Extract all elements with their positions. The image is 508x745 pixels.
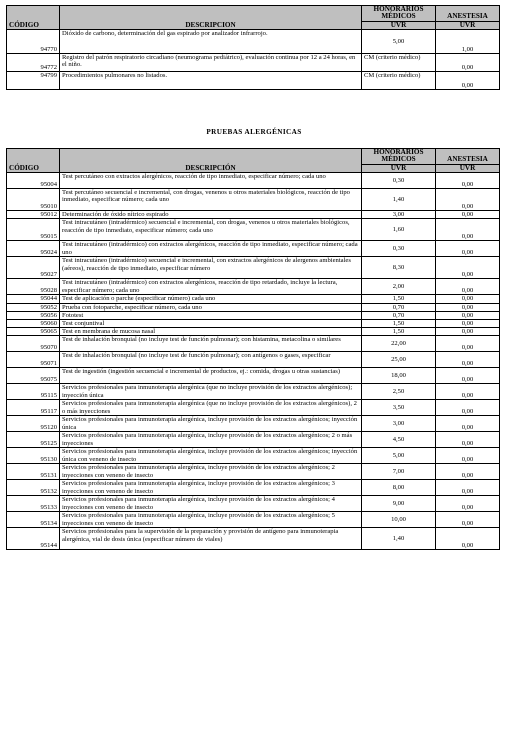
description-cell: Test intracutáneo (intradérmico) con extractos alergénicos, reacción de tipo inmediato, especificar número; cada uno bbox=[60, 241, 362, 257]
table-row bbox=[7, 219, 500, 241]
table-body bbox=[7, 173, 500, 550]
honorarios-cell: 9,00 bbox=[362, 496, 436, 512]
code-cell: 95060 bbox=[7, 320, 60, 328]
code-cell: 94772 bbox=[7, 54, 60, 72]
table-row bbox=[7, 279, 500, 295]
anestesia-cell: 0,00 bbox=[436, 528, 500, 550]
description-cell: Test de inhalación bronquial (no incluye test de función pulmonar); con antígenos o gases, especificar bbox=[60, 352, 362, 368]
header-uvr: UVR bbox=[436, 21, 500, 29]
description-cell: Test conjuntival bbox=[60, 320, 362, 328]
honorarios-cell: 3,00 bbox=[362, 211, 436, 219]
table-row bbox=[7, 295, 500, 303]
table-row bbox=[7, 384, 500, 400]
table-row bbox=[7, 173, 500, 189]
anestesia-cell: 0,00 bbox=[436, 368, 500, 384]
table-row bbox=[7, 54, 500, 72]
honorarios-cell: 18,00 bbox=[362, 368, 436, 384]
description-cell: Servicios profesionales para inmunoterapia alergénica, incluye provisión de los extractos alergénicos; 2 inyecciones con veneno de insecto bbox=[60, 464, 362, 480]
description-cell: Servicios profesionales para inmunoterapia alergénica, incluye provisión de los extractos alergénicos; 4 inyecciones con veneno de insecto bbox=[60, 496, 362, 512]
anestesia-cell: 0,00 bbox=[436, 54, 500, 72]
description-cell: Procedimientos pulmonares no listados. bbox=[60, 72, 362, 90]
description-cell: Servicios profesionales para inmunoterapia alergénica, incluye provisión de los extractos alergénicos; inyección única con veneno de insecto bbox=[60, 448, 362, 464]
code-cell: 95120 bbox=[7, 416, 60, 432]
table-allergy-tests bbox=[6, 148, 500, 550]
anestesia-cell: 0,00 bbox=[436, 219, 500, 241]
description-cell: Fototest bbox=[60, 311, 362, 319]
anestesia-cell: 0,00 bbox=[436, 496, 500, 512]
honorarios-cell: 1,40 bbox=[362, 528, 436, 550]
code-cell: 95131 bbox=[7, 464, 60, 480]
code-cell: 95056 bbox=[7, 311, 60, 319]
table-row bbox=[7, 512, 500, 528]
anestesia-cell: 0,00 bbox=[436, 320, 500, 328]
honorarios-cell: 1,50 bbox=[362, 320, 436, 328]
description-cell: Servicios profesionales para inmunoterapia alergénica, incluye provisión de los extractos alergénicos; 3 inyecciones con veneno de insecto bbox=[60, 480, 362, 496]
honorarios-cell: 0,30 bbox=[362, 241, 436, 257]
header-codigo: CÓDIGO bbox=[7, 6, 60, 30]
honorarios-cell: 1,40 bbox=[362, 189, 436, 211]
anestesia-cell: 0,00 bbox=[436, 464, 500, 480]
code-cell: 95012 bbox=[7, 211, 60, 219]
table-row bbox=[7, 320, 500, 328]
anestesia-cell: 0,00 bbox=[436, 257, 500, 279]
header-honorarios: HONORARIOS MÉDICOS bbox=[362, 6, 436, 22]
code-cell: 95024 bbox=[7, 241, 60, 257]
description-cell: Test de aplicación o parche (especificar número) cada uno bbox=[60, 295, 362, 303]
header-descripcion: DESCRIPCION bbox=[60, 6, 362, 30]
header-codigo: CÓDIGO bbox=[7, 149, 60, 173]
description-cell: Determinación de óxido nítrico espirado bbox=[60, 211, 362, 219]
table-row bbox=[7, 352, 500, 368]
header-anestesia: ANESTESIA bbox=[436, 6, 500, 22]
table-row bbox=[7, 72, 500, 90]
description-cell: Servicios profesionales para inmunoterapia alergénica, incluye provisión de los extractos alergénicos; inyección única bbox=[60, 416, 362, 432]
header-uvr: UVR bbox=[362, 164, 436, 172]
header-uvr: UVR bbox=[362, 21, 436, 29]
anestesia-cell: 0,00 bbox=[436, 400, 500, 416]
code-cell: 95044 bbox=[7, 295, 60, 303]
description-cell: Servicios profesionales para inmunoterapia alergénica (que no incluye provisión de los extractos alergénicos), 2 o más inyecciones bbox=[60, 400, 362, 416]
description-cell: Prueba con fotoparche, especificar número, cada uno bbox=[60, 303, 362, 311]
honorarios-cell: 2,50 bbox=[362, 384, 436, 400]
honorarios-cell: 0,70 bbox=[362, 303, 436, 311]
anestesia-cell: 0,00 bbox=[436, 328, 500, 336]
code-cell: 95130 bbox=[7, 448, 60, 464]
table-row bbox=[7, 464, 500, 480]
anestesia-cell: 0,00 bbox=[436, 416, 500, 432]
table-row bbox=[7, 311, 500, 319]
honorarios-cell: 4,50 bbox=[362, 432, 436, 448]
honorarios-cell: 25,00 bbox=[362, 352, 436, 368]
honorarios-cell: 22,00 bbox=[362, 336, 436, 352]
header-uvr: UVR bbox=[436, 164, 500, 172]
code-cell: 95015 bbox=[7, 219, 60, 241]
table-row bbox=[7, 328, 500, 336]
anestesia-cell: 0,00 bbox=[436, 241, 500, 257]
honorarios-cell: CM (criterio médico) bbox=[362, 72, 436, 90]
table-row bbox=[7, 30, 500, 54]
description-cell: Test de ingestión (ingestión secuencial e incremental de productos, ej.: comida, drogas u otras sustancias) bbox=[60, 368, 362, 384]
code-cell: 95133 bbox=[7, 496, 60, 512]
code-cell: 95010 bbox=[7, 189, 60, 211]
description-cell: Test intracutáneo (intradérmico) secuencial e incremental, con drogas, venenos u otros materiales biológicos, reacción de tipo inmediato, especificar número; cada uno bbox=[60, 219, 362, 241]
table-row bbox=[7, 303, 500, 311]
code-cell: 95115 bbox=[7, 384, 60, 400]
table-row bbox=[7, 368, 500, 384]
table-row bbox=[7, 432, 500, 448]
honorarios-cell: 1,50 bbox=[362, 328, 436, 336]
honorarios-cell: 8,30 bbox=[362, 257, 436, 279]
honorarios-cell: 0,30 bbox=[362, 173, 436, 189]
header-descripcion: DESCRIPCIÓN bbox=[60, 149, 362, 173]
description-cell: Servicios profesionales para la supervisión de la preparación y provisión de antígeno para inmunoterapia alergénica, vial de dosis única (especificar número de viales) bbox=[60, 528, 362, 550]
code-cell: 95070 bbox=[7, 336, 60, 352]
table-row bbox=[7, 480, 500, 496]
honorarios-cell: 1,50 bbox=[362, 295, 436, 303]
table-row bbox=[7, 189, 500, 211]
anestesia-cell: 0,00 bbox=[436, 211, 500, 219]
honorarios-cell: 2,00 bbox=[362, 279, 436, 295]
table-row bbox=[7, 241, 500, 257]
anestesia-cell: 0,00 bbox=[436, 512, 500, 528]
code-cell: 95132 bbox=[7, 480, 60, 496]
honorarios-cell: 7,00 bbox=[362, 464, 436, 480]
anestesia-cell: 0,00 bbox=[436, 352, 500, 368]
honorarios-cell: 5,00 bbox=[362, 30, 436, 54]
honorarios-cell: 8,00 bbox=[362, 480, 436, 496]
table-row bbox=[7, 528, 500, 550]
description-cell: Test percutáneo con extractos alergénicos, reacción de tipo inmediato, especificar número; cada uno bbox=[60, 173, 362, 189]
code-cell: 94770 bbox=[7, 30, 60, 54]
honorarios-cell: 3,00 bbox=[362, 416, 436, 432]
honorarios-cell: 3,50 bbox=[362, 400, 436, 416]
anestesia-cell: 0,00 bbox=[436, 72, 500, 90]
header-honorarios: HONORARIOS MÉDICOS bbox=[362, 149, 436, 165]
header-anestesia: ANESTESIA bbox=[436, 149, 500, 165]
honorarios-cell: 1,60 bbox=[362, 219, 436, 241]
anestesia-cell: 0,00 bbox=[436, 295, 500, 303]
code-cell: 95028 bbox=[7, 279, 60, 295]
honorarios-cell: CM (criterio médico) bbox=[362, 54, 436, 72]
code-cell: 95004 bbox=[7, 173, 60, 189]
description-cell: Dióxido de carbono, determinación del gas espirado por analizador infrarrojo. bbox=[60, 30, 362, 54]
table-row bbox=[7, 448, 500, 464]
code-cell: 95065 bbox=[7, 328, 60, 336]
table-row bbox=[7, 400, 500, 416]
description-cell: Test percutáneo secuencial e incremental, con drogas, venenos u otros materiales biológicos, reacción de tipo inmediato, especificar número; cada uno bbox=[60, 189, 362, 211]
honorarios-cell: 5,00 bbox=[362, 448, 436, 464]
code-cell: 95027 bbox=[7, 257, 60, 279]
table-row bbox=[7, 416, 500, 432]
description-cell: Test en membrana de mucosa nasal bbox=[60, 328, 362, 336]
section-title: PRUEBAS ALERGÉNICAS bbox=[206, 128, 302, 136]
anestesia-cell: 0,00 bbox=[436, 303, 500, 311]
code-cell: 95052 bbox=[7, 303, 60, 311]
honorarios-cell: 0,70 bbox=[362, 311, 436, 319]
table-row bbox=[7, 496, 500, 512]
anestesia-cell: 1,00 bbox=[436, 30, 500, 54]
anestesia-cell: 0,00 bbox=[436, 448, 500, 464]
anestesia-cell: 0,00 bbox=[436, 384, 500, 400]
code-cell: 95117 bbox=[7, 400, 60, 416]
code-cell: 95071 bbox=[7, 352, 60, 368]
description-cell: Test intracutáneo (intradérmico) secuencial e incremental, con extractos alergénicos de alergenos ambientales (aéreos), reacción de tipo inmediato, especificar número bbox=[60, 257, 362, 279]
table-row bbox=[7, 336, 500, 352]
code-cell: 95134 bbox=[7, 512, 60, 528]
anestesia-cell: 0,00 bbox=[436, 311, 500, 319]
table-pulmonary-procedures bbox=[6, 5, 500, 90]
table-row bbox=[7, 211, 500, 219]
code-cell: 94799 bbox=[7, 72, 60, 90]
anestesia-cell: 0,00 bbox=[436, 279, 500, 295]
code-cell: 95075 bbox=[7, 368, 60, 384]
description-cell: Servicios profesionales para inmunoterapia alergénica (que no incluye provisión de los extractos alergénicos); inyección única bbox=[60, 384, 362, 400]
anestesia-cell: 0,00 bbox=[436, 480, 500, 496]
code-cell: 95125 bbox=[7, 432, 60, 448]
description-cell: Servicios profesionales para inmunoterapia alergénica, incluye provisión de los extractos alergénicos; 5 inyecciones con veneno de insecto bbox=[60, 512, 362, 528]
description-cell: Registro del patrón respiratorio circadiano (neumograma pediátrico), evaluación continua por 12 a 24 horas, en el niño. bbox=[60, 54, 362, 72]
code-cell: 95144 bbox=[7, 528, 60, 550]
description-cell: Test intracutáneo (intradérmico) con extractos alergénicos, reacción de tipo retardado, incluye la lectura, especificar número; cada uno bbox=[60, 279, 362, 295]
description-cell: Test de inhalación bronquial (no incluye test de función pulmonar); con histamina, metacolina o similares bbox=[60, 336, 362, 352]
anestesia-cell: 0,00 bbox=[436, 432, 500, 448]
anestesia-cell: 0,00 bbox=[436, 336, 500, 352]
description-cell: Servicios profesionales para inmunoterapia alergénica, incluye provisión de los extractos alergénicos; 2 o más inyecciones bbox=[60, 432, 362, 448]
anestesia-cell: 0,00 bbox=[436, 189, 500, 211]
anestesia-cell: 0,00 bbox=[436, 173, 500, 189]
honorarios-cell: 10,00 bbox=[362, 512, 436, 528]
table-row bbox=[7, 257, 500, 279]
